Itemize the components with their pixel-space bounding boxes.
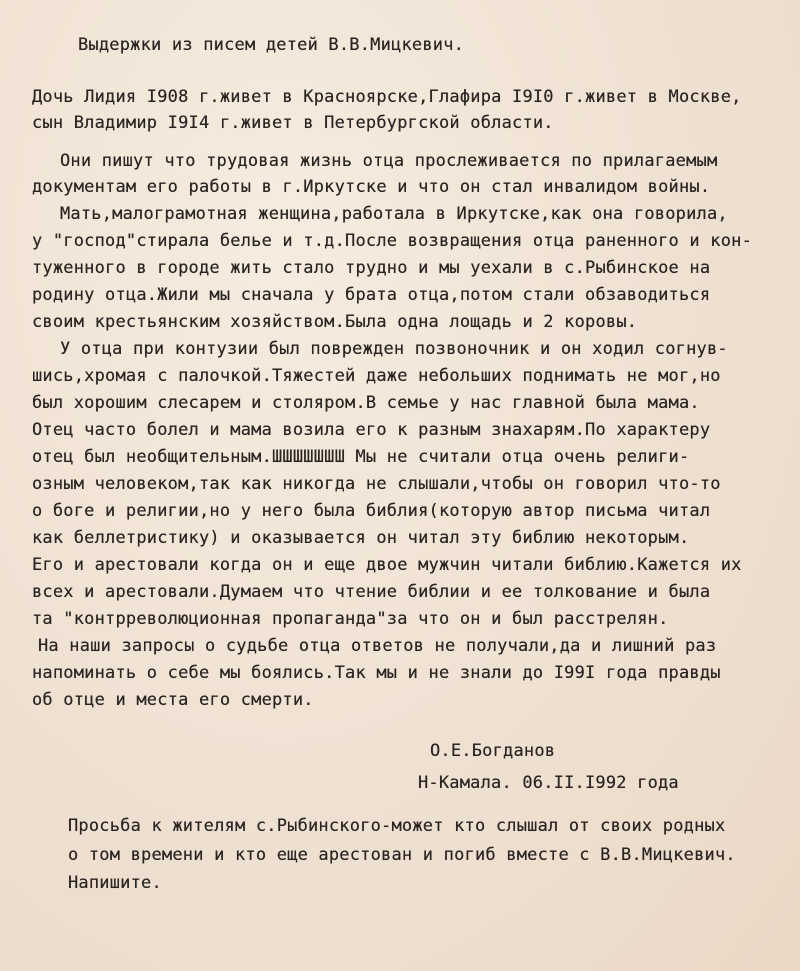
text-line: напоминать о себе мы боялись.Так мы и не знали до I99I года правды [32, 663, 721, 683]
text-line: сын Владимир I9I4 г.живет в Петербургской области. [32, 113, 554, 133]
text-line: На наши запросы о судьбе отца ответов не получали,да и лишний раз [38, 636, 717, 656]
text-line: своим крестьянским хозяйством.Была одна лощадь и 2 коровы. [32, 312, 638, 332]
text-line: туженного в городе жить стало трудно и мы уехали в с.Рыбинское на [32, 258, 711, 278]
text-line: У отца при контузии был поврежден позвоночник и он ходил согнув- [60, 339, 728, 359]
text-line: Дочь Лидия I908 г.живет в Красноярске,Глафира I9I0 г.живет в Москве, [32, 87, 742, 107]
text-line: об отце и места его смерти. [32, 690, 314, 710]
signature-name: О.Е.Богданов [430, 741, 556, 761]
text-line: документам его работы в г.Иркутске и что он стал инвалидом войны. [32, 177, 711, 197]
text-line: Мать,малограмотная женщина,работала в Иркутске,как она говорила, [60, 204, 728, 224]
text-line: родину отца.Жили мы сначала у брата отца,потом стали обзаводиться [32, 285, 711, 305]
text-line: Его и арестовали когда он и еще двое мужчин читали библию.Кажется их [32, 555, 742, 575]
text-line: о боге и религии,но у него была библия(которую автор письма читал [32, 501, 711, 521]
text-line: шись,хромая с палочкой.Тяжестей даже небольших поднимать не мог,но [32, 366, 721, 386]
text-line: Отец часто болел и мама возила его к разным знахарям.По характеру [32, 420, 711, 440]
text-line: Они пишут что трудовая жизнь отца прослеживается по прилагаемым [60, 151, 718, 171]
document-title: Выдержки из писем детей В.В.Мицкевич. [78, 35, 465, 55]
request-line: о том времени и кто еще арестован и погиб вместе с В.В.Мицкевич. [68, 845, 736, 865]
text-line: всех и арестовали.Думаем что чтение библии и ее толкование и была [32, 582, 711, 602]
request-line: Просьба к жителям с.Рыбинского-может кто слышал от своих родных [68, 816, 726, 836]
text-line: та "контрреволюционная пропаганда"за что он и был расстрелян. [32, 609, 669, 629]
signature-place-date: Н-Камала. 06.II.I992 года [418, 773, 679, 793]
request-line: Напишите. [68, 873, 162, 893]
text-line: был хорошим слесарем и столяром.В семье у нас главной была мама. [32, 393, 700, 413]
text-line: у "господ"стирала белье и т.д.После возвращения отца раненного и кон- [32, 231, 753, 251]
text-line: отец был необщительным.ШШШШШШШ Мы не считали отца очень религи- [32, 447, 690, 467]
text-line: как беллетристику) и оказывается он читал эту библию некоторым. [32, 528, 690, 548]
text-line: озным человеком,так как никогда не слышали,чтобы он говорил что-то [32, 474, 721, 494]
